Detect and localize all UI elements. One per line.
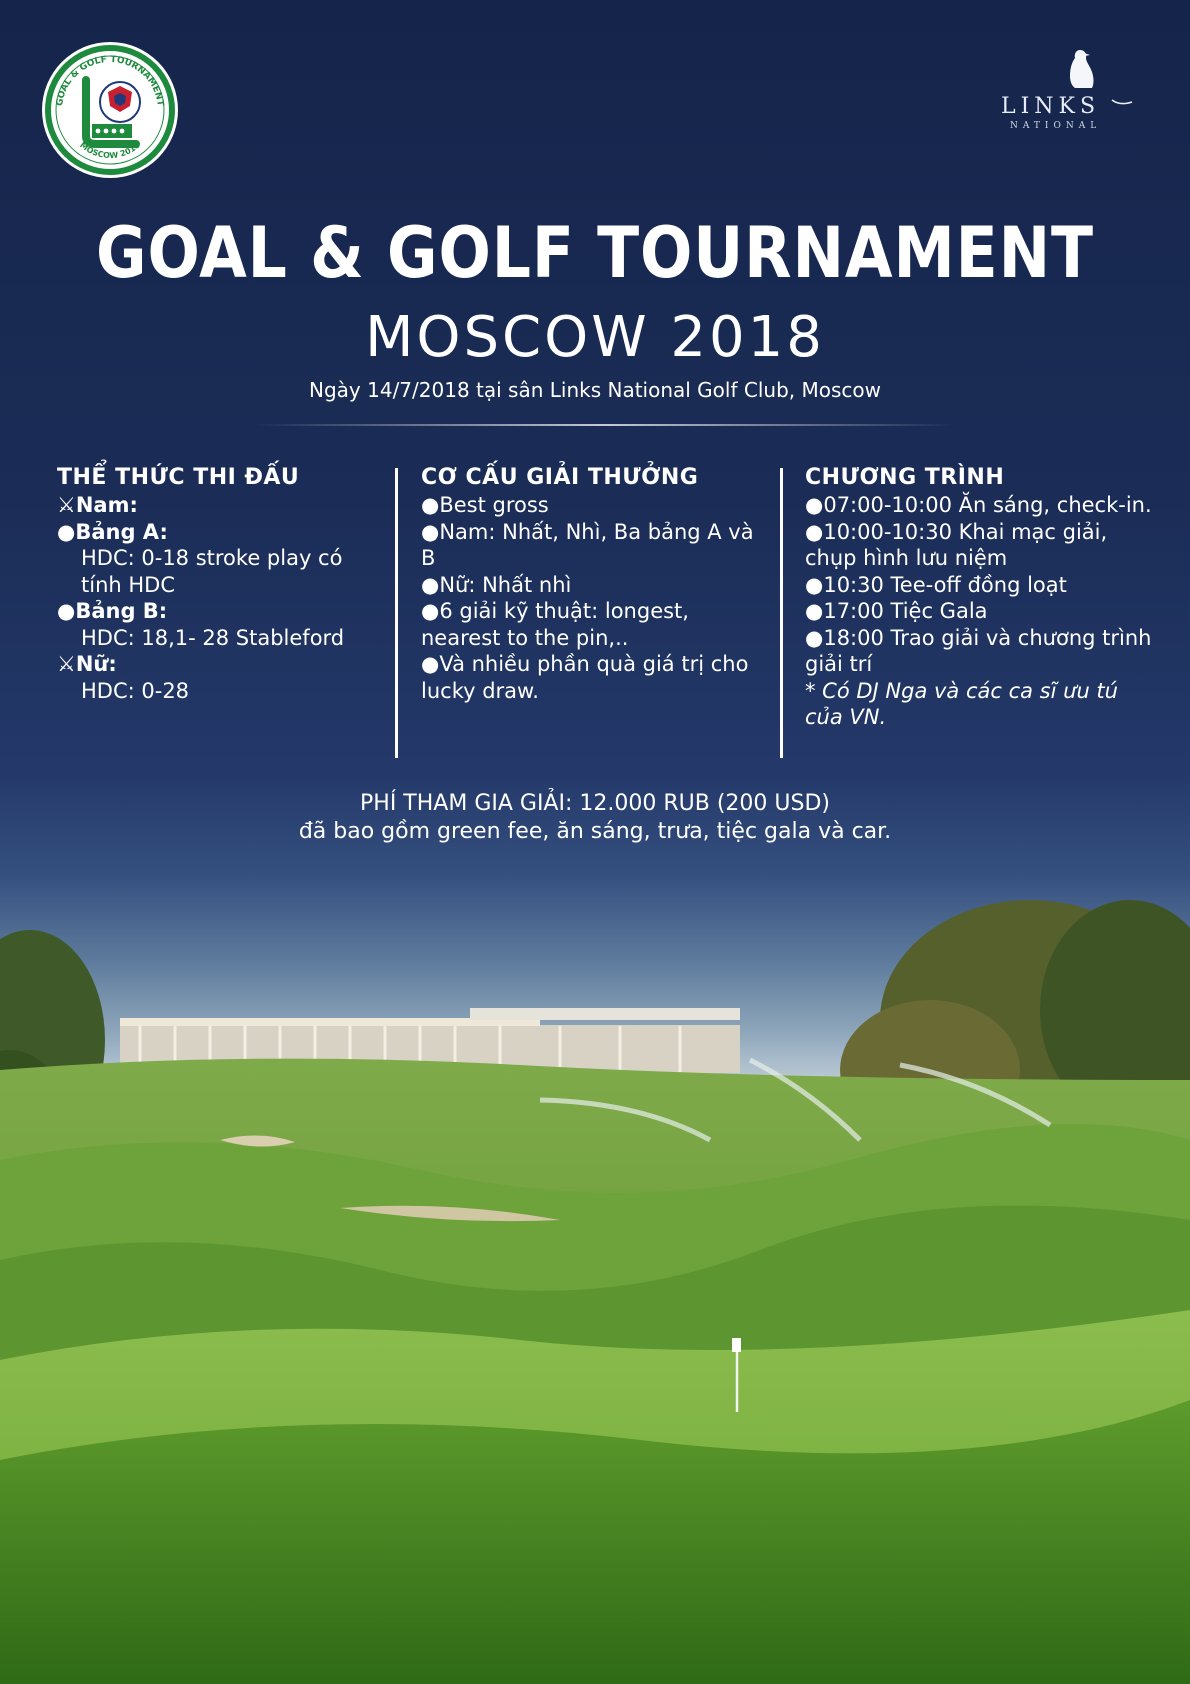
program-note: * Có DJ Nga và các ca sĩ ưu tú của VN. <box>805 678 1118 729</box>
bullet-icon: ● <box>421 652 440 676</box>
women-text: HDC: 0-28 <box>81 678 190 703</box>
page-title: GOAL & GOLF TOURNAMENT <box>96 212 1094 294</box>
bullet-icon: ● <box>421 519 440 544</box>
program-section <box>805 465 1155 731</box>
logo-ring-top: GOAL & GOLF TOURNAMENT <box>55 54 165 107</box>
program-item: ●07:00-10:00 Ăn sáng, check-in. <box>805 493 1152 517</box>
prize-item: ●Nam: Nhất, Nhì, Ba bảng A và B <box>421 519 754 570</box>
bullet-icon: ● <box>805 572 824 597</box>
program-heading: CHƯƠNG TRÌNH <box>805 465 1005 490</box>
bullet-icon: ● <box>421 572 440 597</box>
column-divider <box>780 468 783 758</box>
men-label: Nam: <box>75 493 138 517</box>
prizes-heading: CƠ CẤU GIẢI THƯỞNG <box>421 465 699 490</box>
bullet-icon: ● <box>57 519 76 544</box>
bullet-icon: ● <box>421 599 440 623</box>
title-divider <box>255 424 955 426</box>
bullet-icon: ● <box>805 519 824 544</box>
program-item: ●10:30 Tee-off đồng loạt <box>805 572 1067 597</box>
bullet-icon: ● <box>57 599 76 623</box>
prize-item: ●6 giải kỹ thuật: longest, nearest to the pin,.. <box>421 599 689 650</box>
cross-icon: ⚔ <box>57 652 76 676</box>
bullet-icon: ● <box>421 493 440 517</box>
cross-icon: ⚔ <box>57 493 76 517</box>
column-divider <box>395 468 398 758</box>
prize-item: ●Best gross <box>421 493 549 517</box>
format-section <box>57 465 377 704</box>
program-item: ●10:00-10:30 Khai mạc giải, chụp hình lưu niệm <box>805 519 1108 570</box>
bullet-icon: ● <box>805 493 824 517</box>
logo-ring-bottom: MOSCOW 2018 <box>78 140 142 161</box>
group-a-text: HDC: 0-18 stroke play có tính HDC <box>81 546 343 597</box>
women-label: Nữ: <box>75 652 117 676</box>
group-b-label: Bảng B: <box>75 599 168 623</box>
event-dateline: Ngày 14/7/2018 tại sân Links National Golf Club, Moscow <box>309 378 881 402</box>
bullet-icon: ● <box>805 625 824 650</box>
page-subtitle: MOSCOW 2018 <box>365 305 825 370</box>
program-item: ●18:00 Trao giải và chương trình giải trí <box>805 625 1152 676</box>
prize-item: ●Nữ: Nhất nhì <box>421 572 572 597</box>
sponsor-logo-text: LINKS <box>1001 94 1101 119</box>
group-a-label: Bảng A: <box>75 519 168 544</box>
fee-block <box>0 790 1190 846</box>
program-item: ●17:00 Tiệc Gala <box>805 599 988 623</box>
format-heading: THỂ THỨC THI ĐẤU <box>57 465 300 490</box>
prize-item: ●Và nhiều phần quà giá trị cho lucky draw. <box>421 652 749 703</box>
fee-amount: PHÍ THAM GIA GIẢI: 12.000 RUB (200 USD) <box>360 791 830 816</box>
golf-course-photo <box>0 840 1190 1684</box>
tournament-logo <box>40 40 180 180</box>
prizes-section <box>421 465 766 704</box>
group-b-text: HDC: 18,1- 28 Stableford <box>81 625 345 650</box>
sponsor-logo-subtext: NATIONAL <box>1010 121 1102 131</box>
fee-inclusions: đã bao gồm green fee, ăn sáng, trưa, tiệc gala và car. <box>298 819 892 844</box>
bullet-icon: ● <box>805 599 824 623</box>
